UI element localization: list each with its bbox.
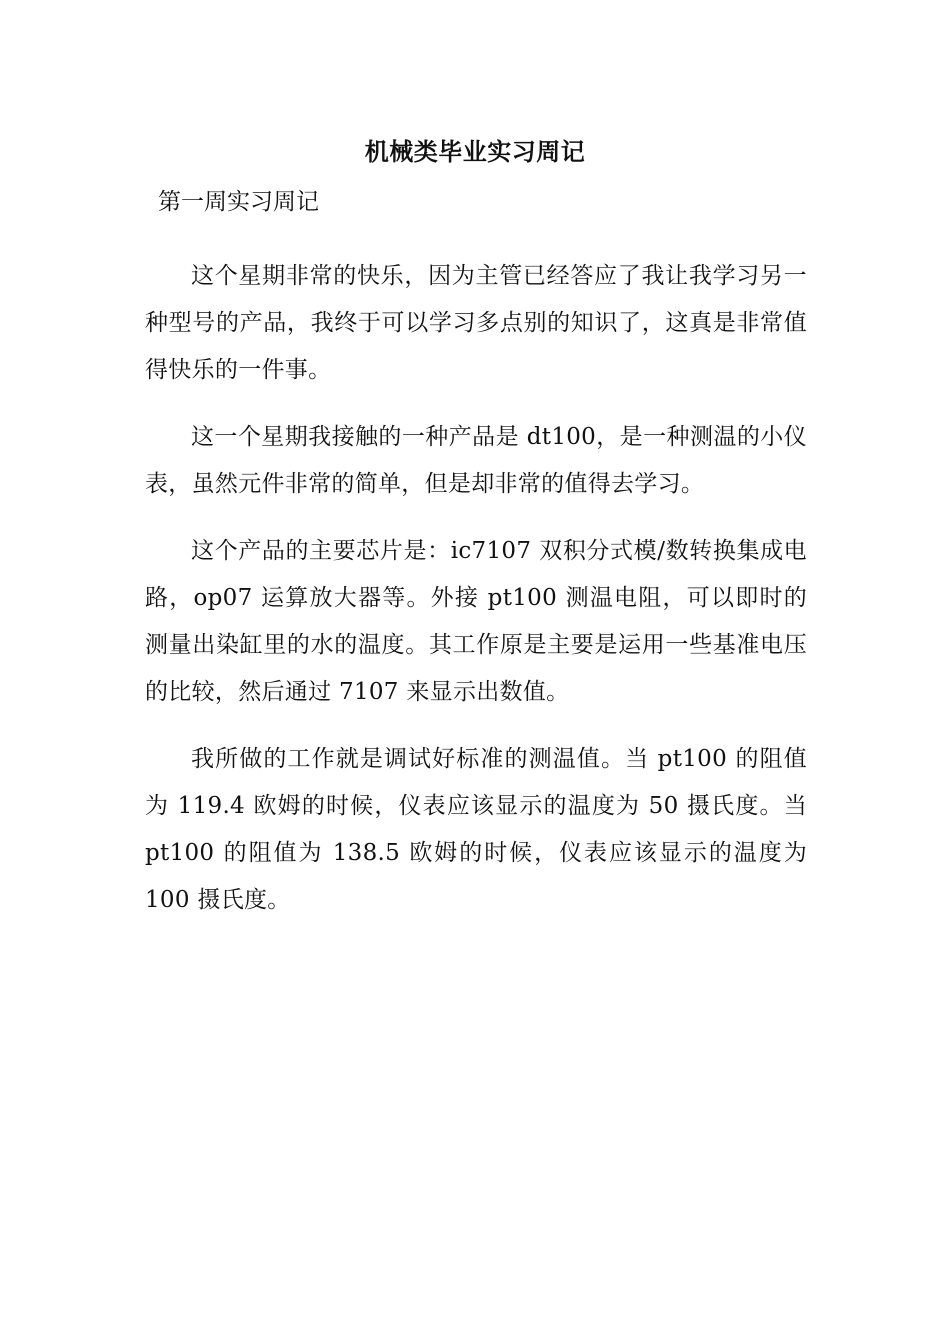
body-text — [145, 253, 807, 944]
document-title: 机械类毕业实习周记 — [364, 137, 586, 166]
paragraph-3: 这个产品的主要芯片是：ic7107 双积分式模/数转换集成电路，op07 运算放大器等。外接 pt100 测温电阻，可以即时的测量出染缸里的水的温度。其工作原是主要是运用一些基准电压的比较，然后通过 7107 来显示出数值。 — [145, 538, 807, 705]
paragraph-1: 这个星期非常的快乐，因为主管已经答应了我让我学习另一种型号的产品，我终于可以学习多点别的知识了，这真是非常值得快乐的一件事。 — [145, 263, 807, 383]
paragraph-2: 这一个星期我接触的一种产品是 dt100，是一种测温的小仪表，虽然元件非常的简单，但是却非常的值得去学习。 — [145, 424, 807, 497]
section-heading: 第一周实习周记 — [158, 189, 319, 215]
paragraph-4: 我所做的工作就是调试好标准的测温值。当 pt100 的阻值为 119.4 欧姆的时候，仪表应该显示的温度为 50 摄氏度。当 pt100 的阻值为 138.5 欧姆的时候，仪表应该显示的温度为 100 摄氏度。 — [145, 746, 807, 913]
